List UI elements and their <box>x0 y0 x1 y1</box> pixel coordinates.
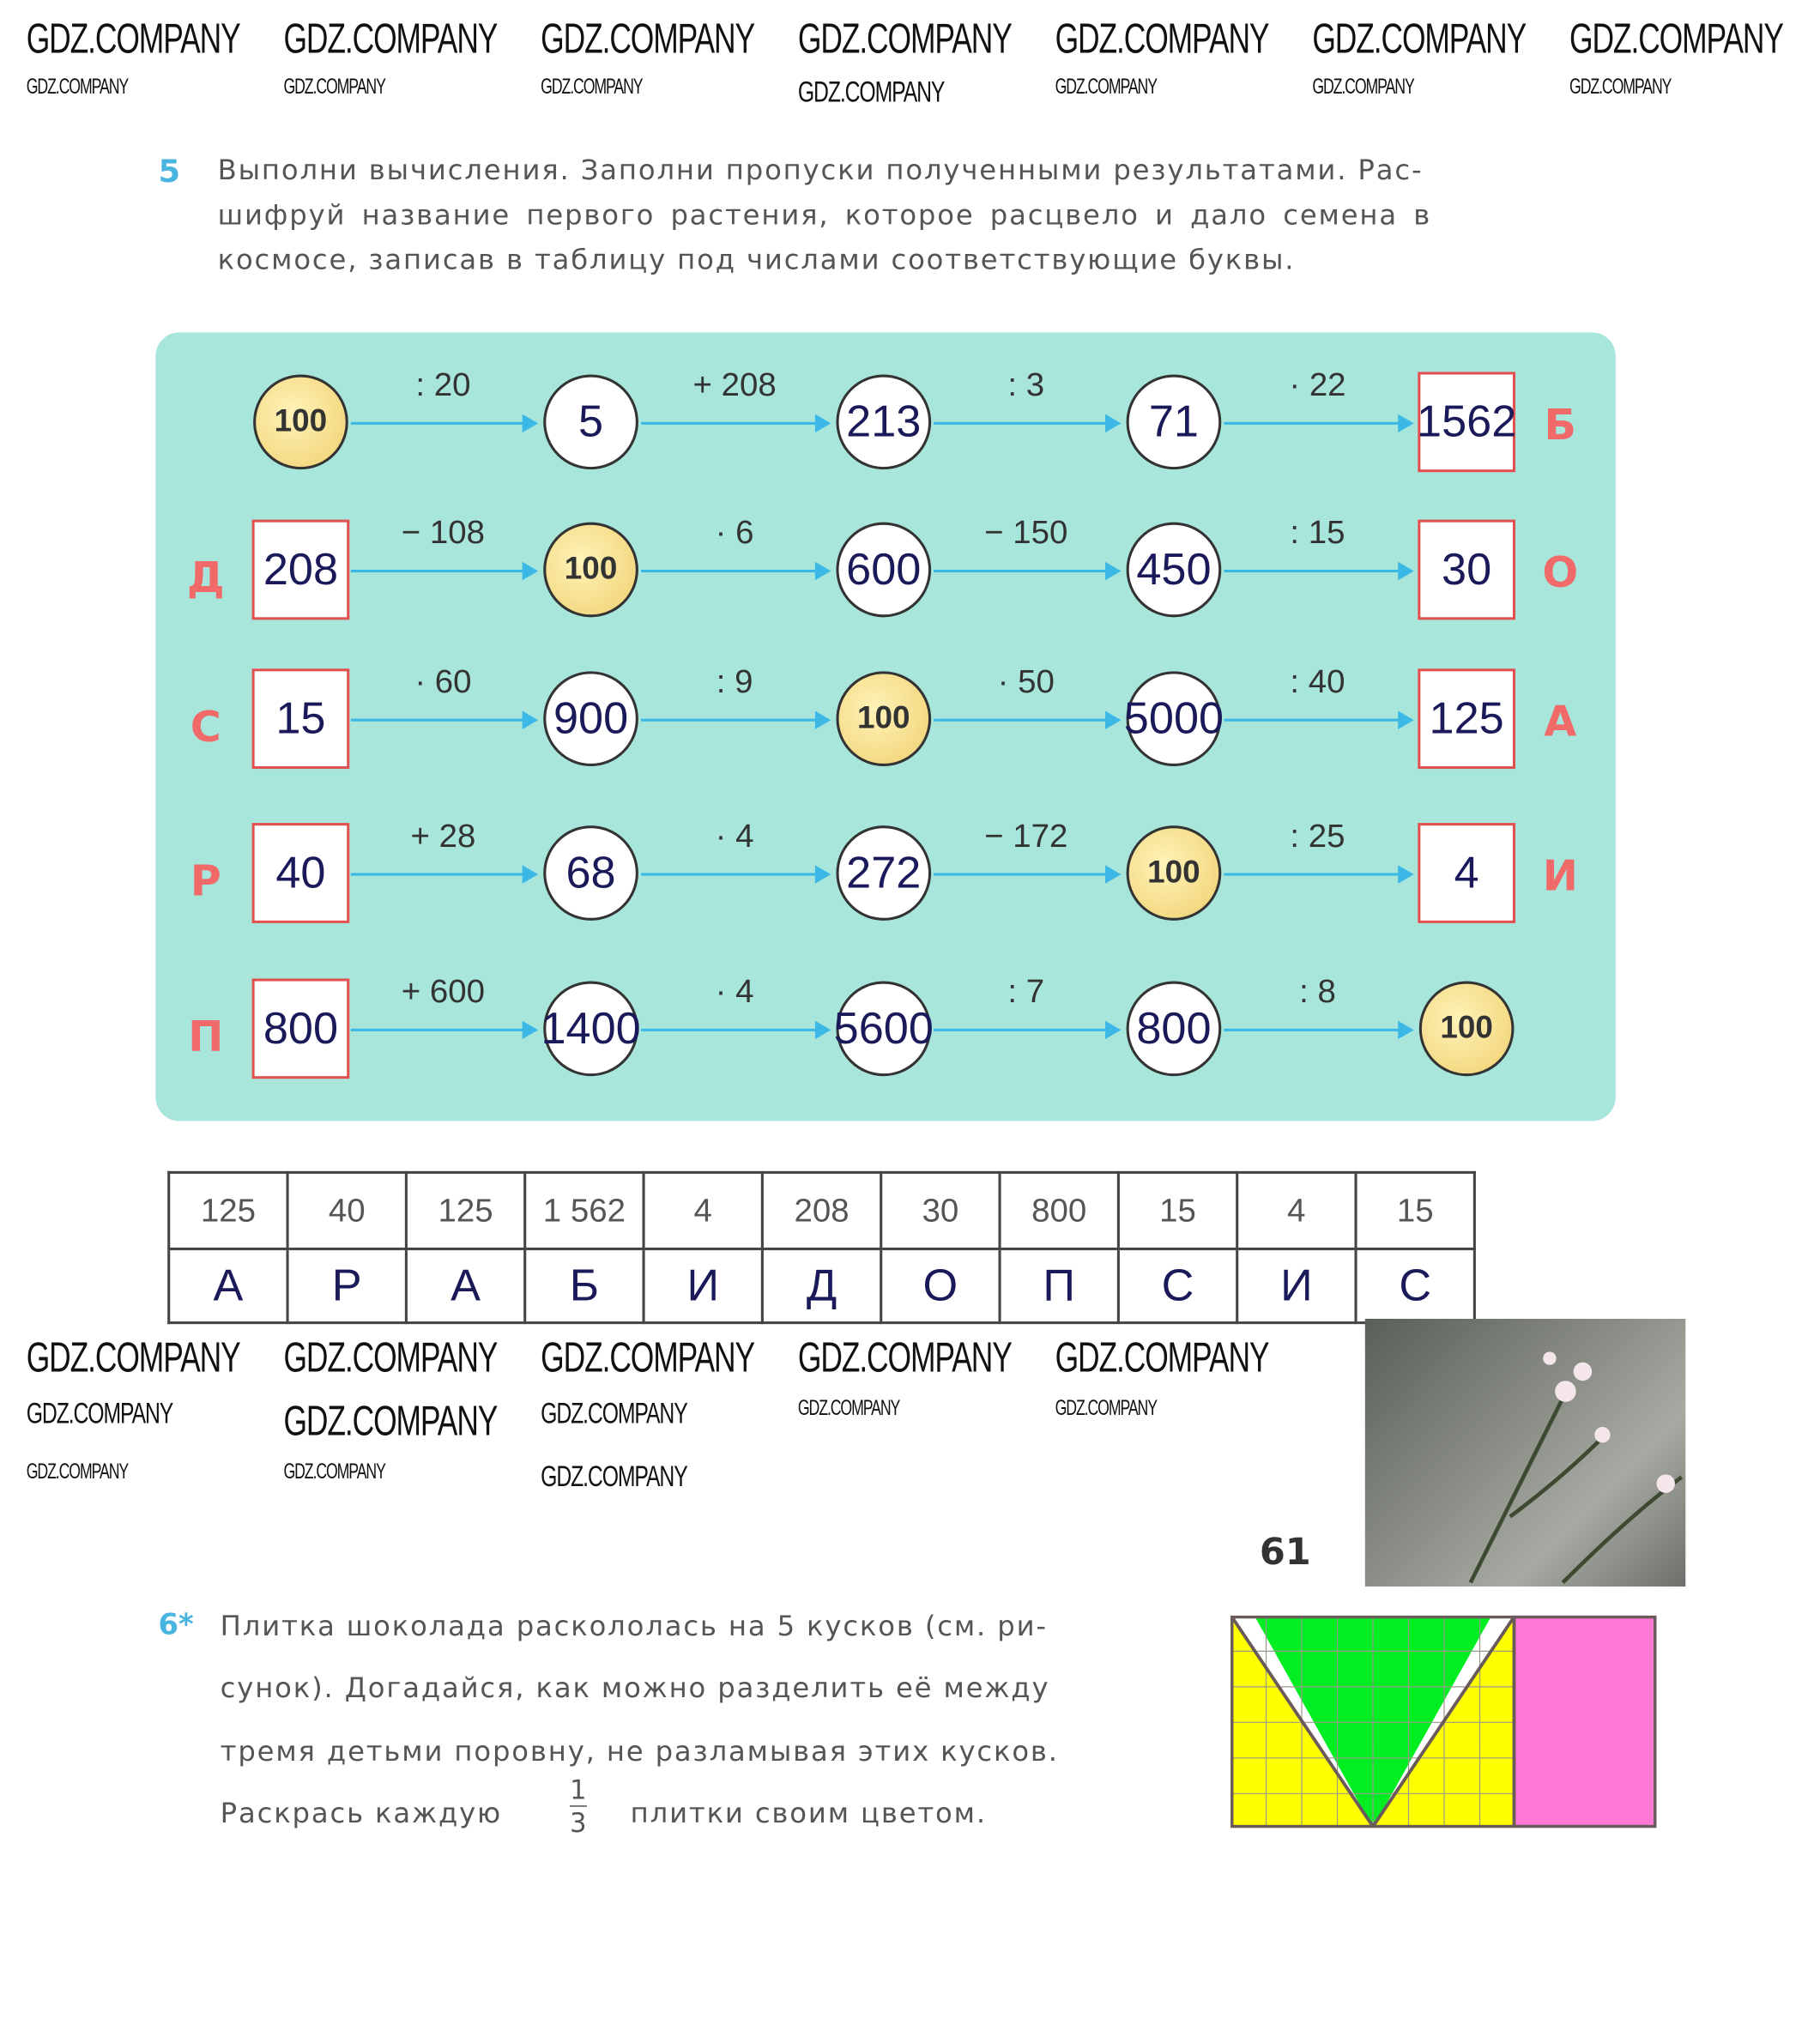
operation-label: : 9 <box>716 663 753 701</box>
watermark-text: GDZ.COMPANY <box>26 76 129 100</box>
number-circle: 1400 <box>543 982 638 1077</box>
watermark-text: GDZ.COMPANY <box>541 1333 755 1381</box>
number-circle: 450 <box>1127 523 1222 618</box>
piece-square-pink <box>1514 1616 1656 1828</box>
arrow-1-3 <box>934 422 1118 425</box>
arrow-3-3 <box>934 719 1118 722</box>
watermark-text: GDZ.COMPANY <box>1569 14 1783 63</box>
arrow-1-1 <box>351 422 535 425</box>
left-cipher-letter: Р <box>190 855 221 906</box>
task-6-text-line-3: тремя детьми поровну, не разламывая этих кусков. <box>220 1735 1059 1768</box>
fraction-denominator: 3 <box>569 1806 587 1839</box>
answer-box: 125 <box>1418 668 1515 769</box>
arrow-2-1 <box>351 570 535 572</box>
watermark-text: GDZ.COMPANY <box>1055 1398 1157 1421</box>
cipher-letters-row <box>169 1249 1475 1323</box>
cipher-number-cell: 125 <box>169 1172 287 1248</box>
cipher-number-cell: 4 <box>1237 1172 1356 1248</box>
chocolate-bar-figure <box>1230 1616 1656 1828</box>
arrow-4-2 <box>641 873 828 875</box>
operation-label: : 7 <box>1007 973 1045 1011</box>
task-5-text-line-1: Выполни вычисления. Заполни пропуски полученными результатами. Рас- <box>217 154 1424 186</box>
cipher-number-cell: 4 <box>644 1172 762 1248</box>
operation-label: · 4 <box>715 817 754 855</box>
cipher-letter-cell: И <box>644 1249 762 1323</box>
number-circle: 100 <box>253 375 348 470</box>
number-circle: 100 <box>543 523 638 618</box>
left-cipher-letter: П <box>188 1011 224 1062</box>
watermark-text: GDZ.COMPANY <box>26 1333 240 1381</box>
number-circle: 600 <box>836 523 931 618</box>
watermark-text: GDZ.COMPANY <box>26 14 240 63</box>
number-circle: 5000 <box>1127 671 1222 766</box>
fraction-one-third <box>570 1774 587 1838</box>
number-circle: 900 <box>543 671 638 766</box>
number-circle: 100 <box>1419 982 1515 1077</box>
answer-box: 208 <box>252 520 350 620</box>
watermark-text: GDZ.COMPANY <box>1569 76 1672 100</box>
watermark-text: GDZ.COMPANY <box>26 1460 129 1484</box>
watermark-text: GDZ.COMPANY <box>283 1460 385 1484</box>
operation-label: : 3 <box>1007 366 1045 404</box>
cipher-letter-cell: С <box>1118 1249 1237 1323</box>
watermark-text: GDZ.COMPANY <box>541 1460 687 1493</box>
arrow-5-2 <box>641 1029 828 1031</box>
cipher-letter-cell: А <box>169 1249 287 1323</box>
operation-label: − 172 <box>984 817 1068 855</box>
right-cipher-letter: И <box>1542 850 1578 901</box>
task-5-number: 5 <box>158 153 181 190</box>
watermark-text: GDZ.COMPANY <box>797 75 945 109</box>
number-circle: 100 <box>836 671 931 766</box>
cipher-number-cell: 40 <box>287 1172 406 1248</box>
number-circle: 5 <box>543 375 638 470</box>
answer-box: 4 <box>1418 823 1515 923</box>
watermark-text: GDZ.COMPANY <box>541 1396 687 1430</box>
arrow-4-1 <box>351 873 535 875</box>
page-number: 61 <box>1259 1529 1311 1574</box>
task-5-text-line-3: космосе, записав в таблицу под числами соответствующие буквы. <box>217 244 1296 276</box>
left-cipher-letter: Д <box>186 553 225 603</box>
arrow-3-1 <box>351 719 535 722</box>
operation-label: · 4 <box>715 973 754 1011</box>
watermark-text: GDZ.COMPANY <box>1055 1333 1269 1381</box>
right-cipher-letter: А <box>1544 696 1577 746</box>
answer-box: 15 <box>252 668 350 769</box>
operation-label: · 50 <box>997 663 1055 701</box>
arrow-2-2 <box>641 570 828 572</box>
arrow-4-4 <box>1224 873 1411 875</box>
operation-label: + 208 <box>692 366 777 404</box>
cipher-number-cell: 15 <box>1356 1172 1474 1248</box>
watermark-text: GDZ.COMPANY <box>797 1398 900 1421</box>
operation-label: − 108 <box>401 514 486 552</box>
cipher-number-cell: 30 <box>881 1172 1000 1248</box>
number-circle: 71 <box>1127 375 1222 470</box>
watermark-text: GDZ.COMPANY <box>283 76 385 100</box>
operation-label: · 22 <box>1289 366 1346 404</box>
arrow-5-4 <box>1224 1029 1411 1031</box>
operation-label: + 600 <box>401 973 486 1011</box>
task-5-text-line-2: шифруй название первого растения, которое расцвело и дало семена в <box>217 199 1432 231</box>
operation-label: − 150 <box>984 514 1068 552</box>
cipher-letter-cell: С <box>1356 1249 1474 1323</box>
arrow-2-4 <box>1224 570 1411 572</box>
watermark-text: GDZ.COMPANY <box>283 1396 498 1445</box>
watermark-text: GDZ.COMPANY <box>1312 76 1414 100</box>
cipher-number-cell: 125 <box>406 1172 524 1248</box>
number-circle: 272 <box>836 825 931 921</box>
fraction-numerator: 1 <box>569 1774 587 1806</box>
cipher-numbers-row <box>169 1172 1475 1248</box>
cipher-number-cell: 208 <box>762 1172 880 1248</box>
watermark-text: GDZ.COMPANY <box>1312 14 1527 63</box>
task-6-text-line-2: сунок). Догадайся, как можно разделить её между <box>220 1671 1050 1704</box>
right-cipher-letter: О <box>1542 547 1579 598</box>
watermark-text: GDZ.COMPANY <box>797 1333 1012 1381</box>
arrow-3-2 <box>641 719 828 722</box>
number-circle: 213 <box>836 375 931 470</box>
operation-label: : 40 <box>1290 663 1345 701</box>
left-cipher-letter: С <box>190 701 221 753</box>
watermark-text: GDZ.COMPANY <box>283 1333 498 1381</box>
watermark-text: GDZ.COMPANY <box>26 1396 173 1430</box>
cipher-letter-cell: О <box>881 1249 1000 1323</box>
plant-photo <box>1365 1319 1685 1587</box>
operation-label: : 20 <box>415 366 471 404</box>
task-6-text-line-4-start: Раскрась каждую <box>220 1797 503 1829</box>
task-6-text-line-1: Плитка шоколада раскололась на 5 кусков (см. ри- <box>220 1610 1048 1642</box>
operation-label: : 25 <box>1290 817 1345 855</box>
answer-box: 1562 <box>1418 372 1515 472</box>
operation-label: : 8 <box>1299 973 1336 1011</box>
cipher-letter-cell: Р <box>287 1249 406 1323</box>
arrow-2-3 <box>934 570 1118 572</box>
arrow-5-1 <box>351 1029 535 1031</box>
arrow-1-4 <box>1224 422 1411 425</box>
task-6-text-line-4-end: плитки своим цветом. <box>630 1797 987 1829</box>
number-circle: 5600 <box>836 982 931 1077</box>
cipher-table <box>167 1171 1476 1324</box>
right-cipher-letter: Б <box>1544 399 1577 450</box>
watermark-text: GDZ.COMPANY <box>797 14 1012 63</box>
cipher-number-cell: 800 <box>1000 1172 1118 1248</box>
answer-box: 30 <box>1418 520 1515 620</box>
cipher-letter-cell: Д <box>762 1249 880 1323</box>
cipher-letter-cell: А <box>406 1249 524 1323</box>
watermark-text: GDZ.COMPANY <box>1055 76 1157 100</box>
number-circle: 68 <box>543 825 638 921</box>
watermark-text: GDZ.COMPANY <box>283 14 498 63</box>
cipher-letter-cell: И <box>1237 1249 1356 1323</box>
cipher-letter-cell: Б <box>525 1249 644 1323</box>
operation-label: : 15 <box>1290 514 1345 552</box>
cipher-number-cell: 1 562 <box>525 1172 644 1248</box>
watermark-text: GDZ.COMPANY <box>1055 14 1269 63</box>
cipher-letter-cell: П <box>1000 1249 1118 1323</box>
arrow-1-2 <box>641 422 828 425</box>
flower-illustration <box>1365 1319 1685 1587</box>
watermark-text: GDZ.COMPANY <box>541 14 755 63</box>
arrow-5-3 <box>934 1029 1118 1031</box>
arrow-4-3 <box>934 873 1118 875</box>
operation-label: + 28 <box>410 817 476 855</box>
number-circle: 800 <box>1127 982 1222 1077</box>
task-6-number: 6* <box>158 1609 194 1642</box>
cipher-number-cell: 15 <box>1118 1172 1237 1248</box>
answer-box: 40 <box>252 823 350 923</box>
operation-label: · 6 <box>715 514 754 552</box>
operation-label: · 60 <box>414 663 472 701</box>
arrow-3-4 <box>1224 719 1411 722</box>
number-circle: 100 <box>1127 825 1222 921</box>
answer-box: 800 <box>252 978 350 1079</box>
watermark-text: GDZ.COMPANY <box>541 76 643 100</box>
